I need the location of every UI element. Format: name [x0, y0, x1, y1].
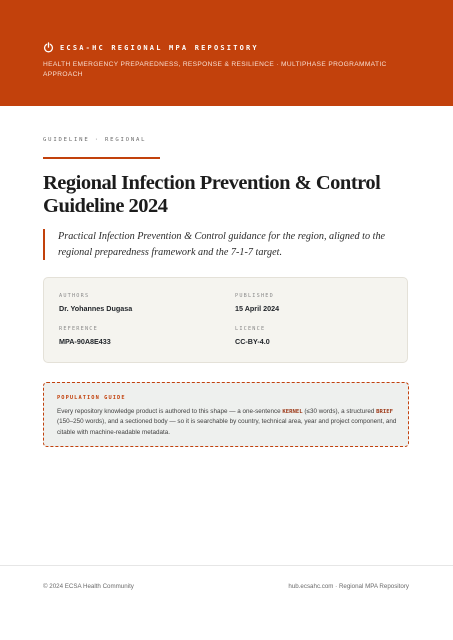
metadata-card	[43, 277, 408, 363]
population-guide-text	[57, 407, 397, 438]
meta-published-value: 15 April 2024	[235, 304, 280, 313]
meta-authors-value: Dr. Yohannes Dugasa	[59, 304, 133, 313]
meta-licence-label: LICENCE	[235, 326, 266, 332]
page-title: Regional Infection Prevention & Control Guideline 2024	[43, 172, 381, 217]
population-guide-label: POPULATION GUIDE	[57, 395, 126, 401]
meta-published	[235, 293, 279, 313]
repository-name: ECSA-HC REGIONAL MPA REPOSITORY	[60, 43, 259, 52]
brief-keyword: BRIEF	[376, 409, 393, 415]
document-category: GUIDELINE · REGIONAL	[43, 137, 147, 143]
header-subtitle: HEALTH EMERGENCY PREPAREDNESS, RESPONSE & RESILIENCE · MULTIPHASE PROGRAMMATIC APPROACH	[43, 61, 387, 78]
guide-text-part-2: (≤30 words), a structured	[302, 408, 377, 415]
power-icon	[43, 42, 54, 53]
repository-brand[interactable]	[43, 42, 259, 53]
footer-copyright: © 2024 ECSA Health Community	[43, 583, 134, 590]
footer-divider	[0, 565, 453, 566]
guide-text-part-3: (150–250 words), and a sectioned body — so it is searchable by country, technical area, year and project component, and citable with machine-readable metadata.	[57, 418, 397, 436]
population-guide-callout	[43, 382, 409, 447]
document-lede: Practical Infection Prevention & Control guidance for the region, aligned to the regional preparedness framework and the 7-1-7 target.	[43, 229, 418, 260]
meta-licence	[235, 326, 270, 346]
meta-published-label: PUBLISHED	[235, 293, 274, 299]
footer-site-link[interactable]: hub.ecsahc.com · Regional MPA Repository	[288, 583, 409, 590]
meta-reference-label: REFERENCE	[59, 326, 98, 332]
meta-licence-value: CC-BY-4.0	[235, 337, 270, 346]
meta-authors	[59, 293, 132, 313]
header-banner	[0, 0, 453, 106]
kernel-keyword: KERNEL	[282, 409, 303, 415]
guide-text-part-1: Every repository knowledge product is authored to this shape — a one-sentence	[57, 408, 283, 415]
meta-reference	[59, 326, 111, 346]
meta-authors-label: AUTHORS	[59, 293, 90, 299]
accent-divider	[43, 157, 160, 159]
meta-reference-value: MPA-90A8E433	[59, 337, 111, 346]
